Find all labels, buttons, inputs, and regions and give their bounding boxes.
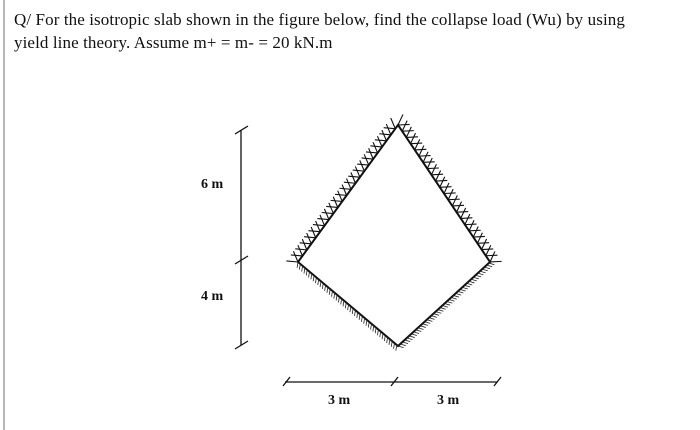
hatch-stroke [411, 334, 417, 336]
hatch-stroke [345, 303, 346, 309]
hatch-stroke [325, 285, 326, 291]
hatch-stroke [462, 287, 468, 289]
dim-label-3m-right: 3 m [437, 393, 460, 408]
hatch-stroke [366, 320, 367, 326]
hatch-stroke [304, 237, 316, 238]
hatch-stroke [480, 271, 486, 273]
hatch-stroke [322, 283, 323, 289]
hatch-stroke [402, 342, 408, 344]
hatch-stroke [433, 314, 439, 316]
hatch-stroke [415, 139, 420, 150]
hatch-stroke [307, 233, 312, 244]
hatch-stroke [411, 133, 416, 144]
hatch-stroke [359, 314, 360, 320]
hatch-stroke [398, 114, 403, 125]
hatch-stroke [442, 306, 448, 308]
hatch-stroke [352, 308, 353, 314]
hatch-stroke [322, 212, 334, 213]
dim-label-6m: 6 m [201, 177, 224, 192]
hatch-stroke [431, 164, 436, 175]
hatch-stroke [469, 230, 481, 231]
hatch-stroke [411, 143, 423, 144]
hatch-stroke [453, 295, 459, 297]
hatch-stroke [438, 310, 444, 312]
hatch-stroke [384, 335, 385, 341]
hatch-stroke [331, 200, 343, 201]
hatch-stroke [362, 158, 374, 159]
hatch-stroke [370, 146, 382, 147]
hatch-stroke [431, 174, 443, 175]
hatch-stroke [420, 326, 426, 328]
hatch-stroke [456, 293, 462, 295]
hatch-stroke [444, 183, 449, 194]
hatch-stroke [339, 188, 351, 189]
hatch-stroke [447, 301, 453, 303]
hatch-stroke [414, 332, 420, 334]
hatch-stroke [360, 160, 365, 171]
hatch-stroke [379, 134, 391, 135]
hatch-stroke [486, 245, 491, 256]
hatch-stroke [382, 333, 383, 339]
hatch-stroke [436, 180, 448, 181]
hatch-stroke [436, 170, 441, 181]
hatch-stroke [482, 239, 487, 250]
hatch-stroke [343, 301, 344, 307]
hatch-stroke [357, 164, 369, 165]
hatch-stroke [402, 131, 414, 132]
hatch-stroke [308, 231, 320, 232]
hatch-stroke [347, 179, 352, 190]
hatch-stroke [457, 212, 469, 213]
hatch-stroke [471, 279, 477, 281]
hatch-stroke [375, 140, 387, 141]
hatch-stroke [364, 318, 365, 324]
hatch-stroke [461, 208, 466, 219]
hatch-stroke [476, 275, 482, 277]
hatch-stroke [490, 251, 495, 262]
hatch-stroke [406, 127, 411, 138]
hatch-stroke [409, 336, 415, 338]
hatch-stroke [299, 264, 300, 270]
hatch-stroke [334, 293, 335, 299]
hatch-stroke [394, 343, 395, 349]
hatch-stroke [460, 289, 466, 291]
vertical-dimension [235, 126, 248, 349]
hatch-stroke [317, 219, 329, 220]
hatch-stroke [464, 285, 470, 287]
hatch-stroke [477, 233, 482, 244]
hatch-stroke [348, 176, 360, 177]
hatch-stroke [369, 148, 374, 159]
hatch-stroke [452, 205, 464, 206]
hatch-stroke [311, 227, 316, 238]
hatch-stroke [482, 249, 494, 250]
hatch-stroke [338, 297, 339, 303]
hatch-stroke [398, 346, 404, 348]
hatch-stroke [344, 182, 356, 183]
hatch-stroke [419, 146, 424, 157]
hatch-stroke [357, 312, 358, 318]
hatch-stroke [484, 267, 490, 269]
hatch-stroke [400, 344, 406, 346]
hatch-stroke [304, 268, 305, 274]
simple-support-hatch-bottom-right [398, 263, 494, 348]
horizontal-dimension [283, 377, 501, 386]
hatch-stroke [302, 266, 303, 272]
hatch-stroke [418, 328, 424, 330]
hatch-stroke [350, 306, 351, 312]
hatch-stroke [478, 273, 484, 275]
hatch-stroke [364, 154, 369, 165]
hatch-stroke [329, 203, 334, 214]
hatch-stroke [324, 209, 329, 220]
hatch-stroke [473, 236, 485, 237]
hatch-stroke [451, 297, 457, 299]
hatch-stroke [427, 168, 439, 169]
hatch-stroke [361, 316, 362, 322]
hatch-stroke [300, 243, 312, 244]
hatch-stroke [298, 245, 303, 256]
hatch-stroke [342, 185, 347, 196]
hatch-stroke [373, 142, 378, 153]
hatch-stroke [329, 289, 330, 295]
hatch-stroke [386, 124, 391, 135]
hatch-stroke [440, 177, 445, 188]
hatch-stroke [382, 130, 387, 141]
hatch-stroke [318, 279, 319, 285]
hatch-stroke [423, 152, 428, 163]
hatch-stroke [425, 322, 431, 324]
dim-label-4m-vertical: 4 m [201, 289, 224, 304]
hatch-stroke [320, 215, 325, 226]
hatch-stroke [473, 277, 479, 279]
hatch-stroke [477, 243, 489, 244]
hatch-stroke [297, 262, 298, 268]
hatch-stroke [302, 239, 307, 250]
hatch-stroke [487, 265, 493, 267]
hatch-stroke [469, 220, 474, 231]
hatch-stroke [427, 320, 433, 322]
hatch-stroke [467, 283, 473, 285]
hatch-stroke [338, 191, 343, 202]
hatch-stroke [384, 128, 396, 129]
hatch-stroke [371, 324, 372, 330]
hatch-stroke [309, 272, 310, 278]
hatch-stroke [320, 281, 321, 287]
hatch-stroke [482, 269, 488, 271]
hatch-stroke [333, 197, 338, 208]
hatch-stroke [448, 189, 453, 200]
hatch-stroke [311, 274, 312, 280]
hatch-stroke [431, 316, 437, 318]
hatch-stroke [313, 225, 325, 226]
hatch-stroke [423, 162, 435, 163]
fixed-support-hatch-top-right [398, 114, 502, 262]
hatch-stroke [440, 308, 446, 310]
hatch-stroke [389, 339, 390, 345]
hatch-stroke [416, 330, 422, 332]
hatch-stroke [351, 173, 356, 184]
hatch-stroke [348, 304, 349, 310]
hatch-stroke [286, 261, 298, 262]
hatch-stroke [490, 261, 502, 262]
hatch-stroke [486, 255, 498, 256]
hatch-stroke [353, 170, 365, 171]
hatch-stroke [366, 152, 378, 153]
hatch-stroke [436, 312, 442, 314]
hatch-stroke [316, 221, 321, 232]
hatch-stroke [293, 251, 298, 262]
hatch-stroke [313, 276, 314, 282]
hatch-stroke [445, 304, 451, 306]
hatch-stroke [291, 255, 303, 256]
hatch-stroke [429, 318, 435, 320]
hatch-stroke [355, 166, 360, 177]
hatch-stroke [295, 249, 307, 250]
hatch-stroke [419, 156, 431, 157]
hatch-stroke [448, 199, 460, 200]
hatch-stroke [449, 299, 455, 301]
fixed-support-hatch-top-left [286, 118, 395, 262]
hatch-stroke [407, 338, 413, 340]
hatch-stroke [465, 214, 470, 225]
hatch-stroke [306, 270, 307, 276]
hatch-stroke [406, 137, 418, 138]
dim-label-3m-left: 3 m [328, 393, 351, 408]
hatch-stroke [398, 124, 410, 125]
hatch-stroke [469, 281, 475, 283]
hatch-stroke [355, 310, 356, 316]
hatch-stroke [380, 331, 381, 337]
hatch-stroke [391, 118, 396, 129]
simple-support-hatch-bottom-left [297, 262, 397, 351]
hatch-stroke [422, 324, 428, 326]
hatch-stroke [391, 341, 392, 347]
hatch-stroke [405, 340, 411, 342]
hatch-stroke [458, 291, 464, 293]
hatch-stroke [368, 322, 369, 328]
hatch-stroke [377, 136, 382, 147]
slab-outline [298, 125, 490, 346]
hatch-stroke [341, 299, 342, 305]
question-line-2: yield line theory. Assume m+ = m- = 20 kN.m [14, 33, 333, 52]
hatch-stroke [402, 121, 407, 132]
hatch-stroke [489, 263, 495, 265]
hatch-stroke [457, 202, 462, 213]
hatch-stroke [387, 337, 388, 343]
hatch-stroke [373, 326, 374, 332]
hatch-stroke [326, 206, 338, 207]
question-line-1: Q/ For the isotropic slab shown in the figure below, find the collapse load (Wu) by using [14, 10, 625, 29]
hatch-stroke [427, 158, 432, 169]
hatch-stroke [444, 193, 456, 194]
hatch-stroke [336, 295, 337, 301]
hatch-stroke [375, 328, 376, 334]
hatch-stroke [377, 330, 378, 336]
hatch-stroke [461, 218, 473, 219]
hatch-stroke [332, 291, 333, 297]
hatch-stroke [415, 149, 427, 150]
hatch-stroke [335, 194, 347, 195]
hatch-stroke [440, 187, 452, 188]
hatch-stroke [452, 195, 457, 206]
hatch-stroke [473, 227, 478, 238]
hatch-stroke [396, 345, 397, 351]
hatch-stroke [315, 277, 316, 283]
hatch-stroke [327, 287, 328, 293]
hatch-stroke [465, 224, 477, 225]
